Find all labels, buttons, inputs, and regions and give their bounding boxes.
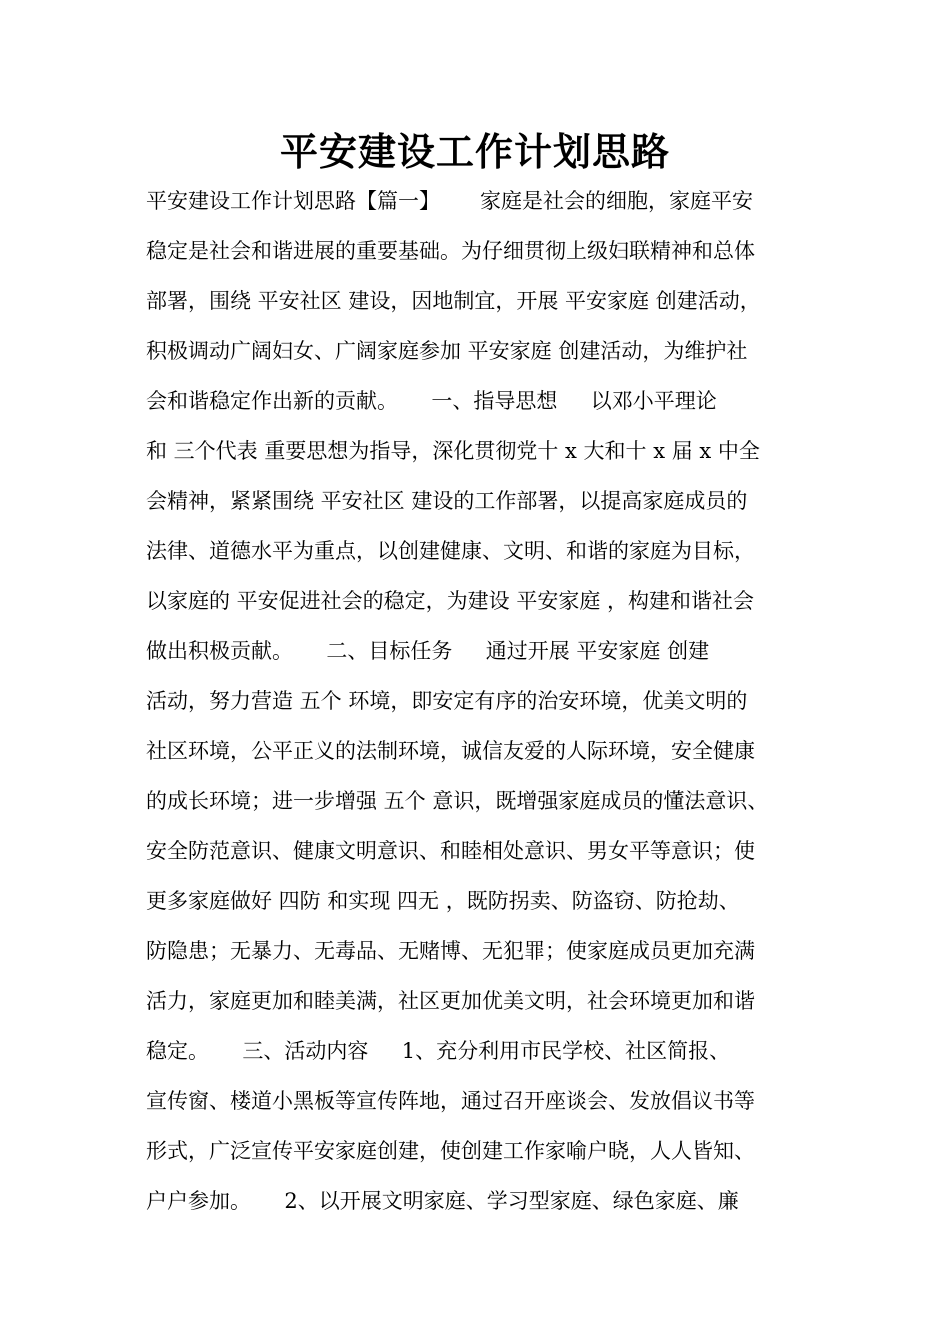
text-line: 防隐患；无暴力、无毒品、无赌博、无犯罪；使家庭成员更加充满 (146, 939, 755, 963)
text-line: 宣传窗、楼道小黑板等宣传阵地，通过召开座谈会、发放倡议书等 (146, 1089, 755, 1113)
text-line: 部署，围绕 平安社区 建设，因地制宜，开展 平安家庭 创建活动， (146, 289, 761, 313)
text-line: 活动，努力营造 五个 环境，即安定有序的治安环境，优美文明的 (146, 689, 748, 713)
text-line: 稳定是社会和谐进展的重要基础。为仔细贯彻上级妇联精神和总体 (146, 239, 755, 263)
text-line: 和 三个代表 重要思想为指导，深化贯彻党十 x 大和十 x 届 x 中全 (146, 439, 760, 463)
text-line: 社区环境，公平正义的法制环境，诚信友爱的人际环境，安全健康 (146, 739, 755, 763)
text-line: 法律、道德水平为重点，以创建健康、文明、和谐的家庭为目标， (146, 539, 755, 563)
text-line: 户户参加。 2、以开展文明家庭、学习型家庭、绿色家庭、廉 (146, 1189, 739, 1213)
text-line: 会和谐稳定作出新的贡献。 一、指导思想 以邓小平理论 (146, 389, 717, 413)
document-title: 平安建设工作计划思路 (279, 130, 670, 174)
text-line: 安全防范意识、健康文明意识、和睦相处意识、男女平等意识；使 (146, 839, 755, 863)
text-line: 形式，广泛宣传平安家庭创建，使创建工作家喻户晓，人人皆知、 (146, 1139, 755, 1163)
text-line: 平安建设工作计划思路【篇一】 家庭是社会的细胞，家庭平安 (146, 189, 754, 213)
text-line: 以家庭的 平安促进社会的稳定，为建设 平安家庭 ，构建和谐社会 (146, 589, 755, 613)
text-line: 活力，家庭更加和睦美满，社区更加优美文明，社会环境更加和谐 (146, 989, 755, 1013)
document-body (146, 178, 826, 1228)
text-line: 积极调动广阔妇女、广阔家庭参加 平安家庭 创建活动，为维护社 (146, 339, 748, 363)
text-line: 做出积极贡献。 二、目标任务 通过开展 平安家庭 创建 (146, 639, 710, 663)
text-line: 更多家庭做好 四防 和实现 四无 ，既防拐卖、防盗窃、防抢劫、 (146, 889, 740, 913)
text-line: 的成长环境；进一步增强 五个 意识，既增强家庭成员的懂法意识、 (146, 789, 769, 813)
text-line: 稳定。 三、活动内容 1、充分利用市民学校、社区简报、 (146, 1039, 731, 1063)
text-line: 会精神，紧紧围绕 平安社区 建设的工作部署，以提高家庭成员的 (146, 489, 748, 513)
